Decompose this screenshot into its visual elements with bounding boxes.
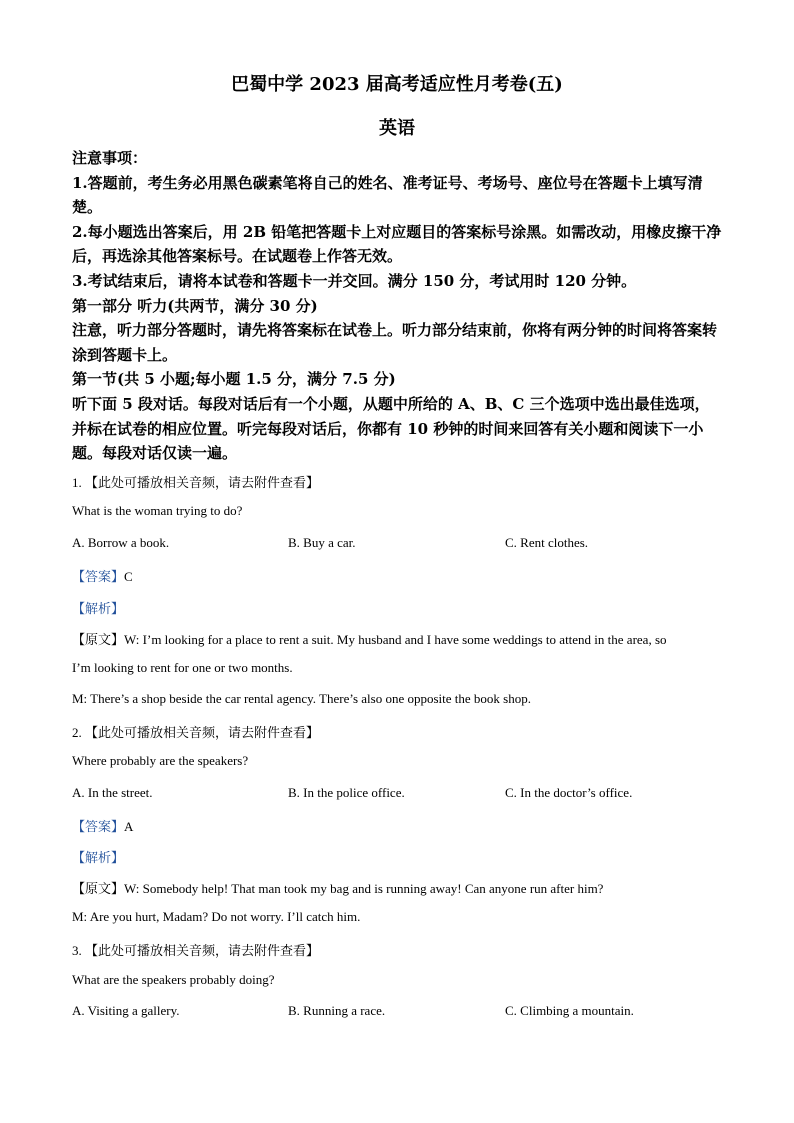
analysis-line <box>72 847 124 866</box>
instruction-item: 3.考试结束后，请将本试卷和答题卡一并交回。满分 150 分，考试用时 120 分钟。 <box>72 271 637 290</box>
question-text: What is the woman trying to do? <box>72 503 243 518</box>
instruction-item: 2.每小题选出答案后，用 2B 铅笔把答题卡上对应题目的答案标号涂黑。如需改动，用橡皮擦干净后，再选涂其他答案标号。在试题卷上作答无效。 <box>72 222 722 266</box>
option-a: A. In the street. <box>72 785 153 800</box>
answer-value: A <box>124 819 134 834</box>
option-c: C. Rent clothes. <box>505 535 589 550</box>
answer-label: 【答案】 <box>72 819 125 834</box>
option-b: B. Running a race. <box>288 1003 386 1018</box>
option-c: C. Climbing a mountain. <box>505 1003 634 1018</box>
audio-note: 1. 【此处可播放相关音频，请去附件查看】 <box>72 475 320 490</box>
transcript-text: W: Somebody help! That man took my bag and is running away! Can anyone run after him? <box>124 881 604 896</box>
question-text: Where probably are the speakers? <box>72 753 249 768</box>
option-b: B. In the police office. <box>288 785 405 800</box>
transcript-line: I’m looking to rent for one or two months. <box>72 660 293 675</box>
exam-title: 巴蜀中学 2023 届高考适应性月考卷(五) <box>231 74 563 95</box>
transcript-text: W: I’m looking for a place to rent a suit. My husband and I have some weddings to attend in the area, so <box>124 632 667 647</box>
section-heading: 第一部分 听力(共两节，满分 30 分) <box>72 296 318 315</box>
audio-note: 2. 【此处可播放相关音频，请去附件查看】 <box>72 725 320 740</box>
analysis-line <box>72 598 124 617</box>
option-c: C. In the doctor’s office. <box>505 785 633 800</box>
original-label: 【原文】 <box>72 632 125 647</box>
answer-line <box>72 566 133 585</box>
original-label: 【原文】 <box>72 881 125 896</box>
option-a: A. Borrow a book. <box>72 535 170 550</box>
instructions-block <box>72 146 724 466</box>
option-a: A. Visiting a gallery. <box>72 1003 180 1018</box>
answer-label: 【答案】 <box>72 569 125 584</box>
exam-subject: 英语 <box>379 118 415 139</box>
answer-value: C <box>124 569 133 584</box>
option-b: B. Buy a car. <box>288 535 356 550</box>
analysis-label: 【解析】 <box>72 850 125 865</box>
question-text: What are the speakers probably doing? <box>72 972 275 987</box>
transcript-line <box>72 629 667 648</box>
listening-note: 注意，听力部分答题时，请先将答案标在试卷上。听力部分结束前，你将有两分钟的时间将答案转涂到答题卡上。 <box>72 321 718 364</box>
audio-note: 3. 【此处可播放相关音频，请去附件查看】 <box>72 943 320 958</box>
subsection-heading: 第一节(共 5 小题;每小题 1.5 分，满分 7.5 分) <box>72 370 396 389</box>
instruction-heading: 注意事项： <box>72 149 148 167</box>
subsection-directions: 听下面 5 段对话。每段对话后有一个小题，从题中所给的 A、B、C 三个选项中选出最佳选项，并标在试卷的相应位置。听完每段对话后，你都有 10 秒钟的时间来回答有关小题和阅读下一小题。每段对话仅读一遍。 <box>72 394 710 463</box>
analysis-label: 【解析】 <box>72 601 125 616</box>
transcript-line: M: Are you hurt, Madam? Do not worry. I’ll catch him. <box>72 909 361 924</box>
instruction-item: 1.答题前，考生务必用黑色碳素笔将自己的姓名、准考证号、考场号、座位号在答题卡上填写清楚。 <box>72 173 703 217</box>
answer-line <box>72 816 133 835</box>
transcript-line <box>72 878 603 897</box>
transcript-line: M: There’s a shop beside the car rental agency. There’s also one opposite the book shop. <box>72 691 531 706</box>
